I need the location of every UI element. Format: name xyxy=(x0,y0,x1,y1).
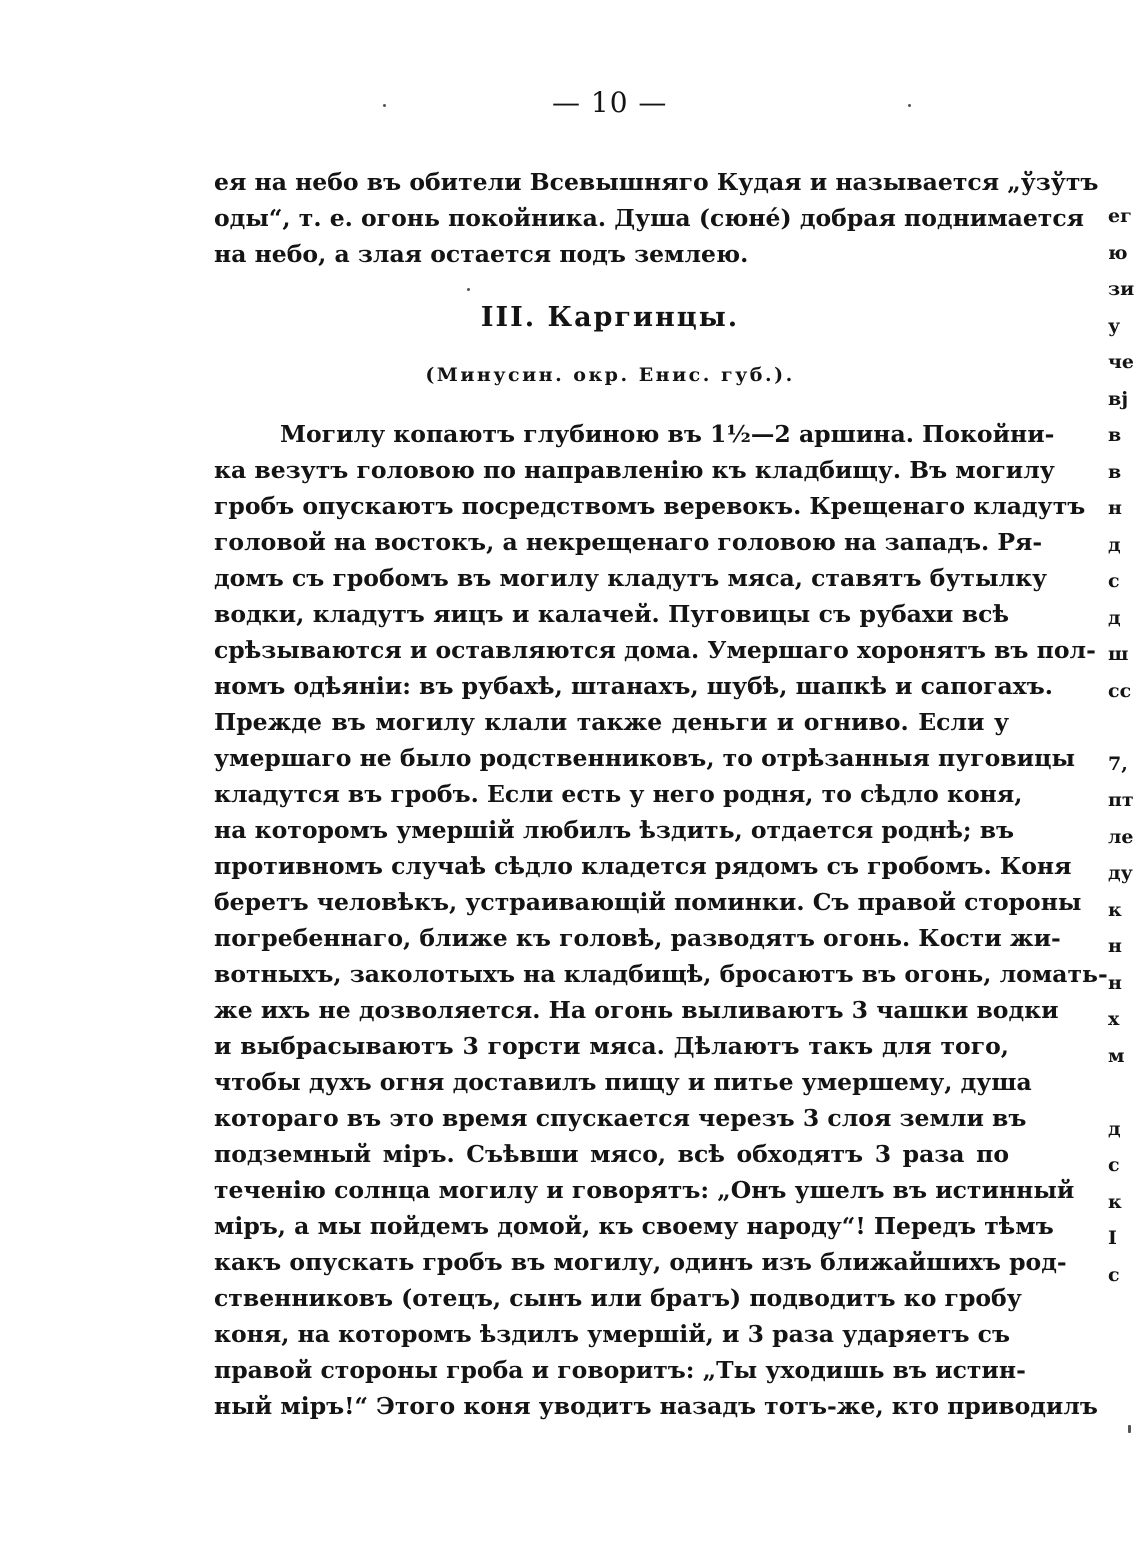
scan-speck xyxy=(1128,1425,1131,1433)
margin-fragment: д xyxy=(1108,1117,1121,1140)
margin-fragment: с xyxy=(1108,1263,1120,1286)
text-line: правой стороны гроба и говоритъ: „Ты уходишь въ истин- xyxy=(214,1356,1026,1384)
text-line: противномъ случаѣ сѣдло кладется рядомъ съ гробомъ. Коня xyxy=(214,852,1072,880)
margin-fragment: пт xyxy=(1108,789,1134,811)
margin-fragment: н xyxy=(1108,497,1122,519)
margin-fragment: ле xyxy=(1108,825,1134,848)
text-line: же ихъ не дозволяется. На огонь выливаютъ 3 чашки водки xyxy=(214,996,1059,1024)
text-line: номъ одѣяніи: въ рубахѣ, штанахъ, шубѣ, шапкѣ и сапогахъ. xyxy=(214,672,1053,700)
text-line: домъ съ гробомъ въ могилу кладутъ мяса, ставятъ бутылку xyxy=(214,564,1048,592)
margin-fragment: ду xyxy=(1108,862,1133,884)
text-line: какъ опускать гробъ въ могилу, одинъ изъ ближайшихъ род- xyxy=(214,1248,1067,1276)
margin-fragment: зи xyxy=(1108,278,1135,300)
text-line: беретъ человѣкъ, устраивающій поминки. Съ правой стороны xyxy=(214,888,1082,916)
adjacent-page-fragments xyxy=(1108,198,1140,1293)
text-line: Могилу копаютъ глубиною въ 1½—2 аршина. Покойни- xyxy=(280,420,1055,448)
margin-fragment: н xyxy=(1108,935,1122,957)
section-title: III. Каргинцы. xyxy=(480,302,740,333)
margin-fragment: к xyxy=(1108,1190,1122,1213)
text-line: ея на небо въ обители Всевышняго Кудая и называется „ўзўтъ xyxy=(214,168,1099,196)
margin-fragment: сс xyxy=(1108,679,1132,702)
scan-speck xyxy=(467,288,470,291)
text-line: подземный міръ. Съѣвши мясо, всѣ обходятъ 3 раза по xyxy=(214,1140,1009,1168)
text-line: вотныхъ, заколотыхъ на кладбищѣ, бросаютъ въ огонь, ломать- xyxy=(214,960,1108,988)
margin-fragment: вј xyxy=(1108,387,1129,410)
margin-fragment: с xyxy=(1108,570,1120,592)
text-line: погребеннаго, ближе къ головѣ, разводятъ огонь. Кости жи- xyxy=(214,924,1061,952)
scan-speck xyxy=(383,104,386,107)
margin-fragment: с xyxy=(1108,1154,1120,1176)
margin-fragment: 7, xyxy=(1108,752,1128,775)
margin-fragment: в xyxy=(1108,460,1122,483)
text-line: ка везутъ головою по направленію къ кладбищу. Въ могилу xyxy=(214,456,1055,484)
margin-fragment: ш xyxy=(1108,643,1129,665)
text-line: водки, кладутъ яицъ и калачей. Пуговицы съ рубахи всѣ xyxy=(214,600,1009,628)
text-line: умершаго не было родственниковъ, то отрѣзанныя пуговицы xyxy=(214,744,1076,772)
margin-fragment: х xyxy=(1108,1008,1120,1030)
text-line: чтобы духъ огня доставилъ пищу и питье умершему, душа xyxy=(214,1068,1032,1096)
margin-fragment: І xyxy=(1108,1227,1117,1249)
text-line: гробъ опускаютъ посредствомъ веревокъ. Крещенаго кладутъ xyxy=(214,492,1086,520)
margin-fragment xyxy=(1108,1074,1140,1111)
margin-fragment xyxy=(1108,709,1140,746)
margin-fragment: к xyxy=(1108,898,1122,921)
margin-fragment: у xyxy=(1108,314,1121,337)
text-line: коня, на которомъ ѣздилъ умершій, и 3 раза ударяетъ съ xyxy=(214,1320,1010,1348)
text-line: Прежде въ могилу клали также деньги и огниво. Если у xyxy=(214,708,1009,736)
text-line: на которомъ умершій любилъ ѣздить, отдается роднѣ; въ xyxy=(214,816,1015,844)
text-line: и выбрасываютъ 3 горсти мяса. Дѣлаютъ такъ для того, xyxy=(214,1032,1009,1060)
intro-paragraph xyxy=(214,164,1099,272)
margin-fragment: д xyxy=(1108,533,1121,556)
margin-fragment: ег xyxy=(1108,205,1132,227)
margin-fragment: че xyxy=(1108,351,1134,373)
text-line: срѣзываются и оставляются дома. Умершаго хоронятъ въ пол- xyxy=(214,636,1096,664)
margin-fragment: м xyxy=(1108,1044,1125,1067)
margin-fragment: в xyxy=(1108,424,1122,446)
section-subtitle: (Минусин. окр. Енис. губ.). xyxy=(425,364,795,386)
page-number: — 10 — xyxy=(552,86,668,119)
scan-speck xyxy=(908,104,911,107)
text-line: на небо, а злая остается подъ землею. xyxy=(214,240,749,268)
text-line: ный міръ!“ Этого коня уводитъ назадъ тотъ-же, кто приводилъ xyxy=(214,1392,1098,1420)
margin-fragment: ю xyxy=(1108,241,1128,264)
text-line: головой на востокъ, а некрещенаго головою на западъ. Ря- xyxy=(214,528,1043,556)
margin-fragment: н xyxy=(1108,971,1122,994)
text-line: теченію солнца могилу и говорятъ: „Онъ ушелъ въ истинный xyxy=(214,1176,1075,1204)
main-paragraph xyxy=(214,416,1108,1424)
margin-fragment: д xyxy=(1108,606,1121,629)
text-line: ственниковъ (отецъ, сынъ или братъ) подводитъ ко гробу xyxy=(214,1284,1022,1312)
text-line: котораго въ это время спускается черезъ 3 слоя земли въ xyxy=(214,1104,1027,1132)
text-line: оды“, т. е. огонь покойника. Душа (сюне́) добрая поднимается xyxy=(214,204,1085,232)
text-line: міръ, а мы пойдемъ домой, къ своему народу“! Передъ тѣмъ xyxy=(214,1212,1054,1240)
text-line: кладутся въ гробъ. Если есть у него родня, то сѣдло коня, xyxy=(214,780,1023,808)
